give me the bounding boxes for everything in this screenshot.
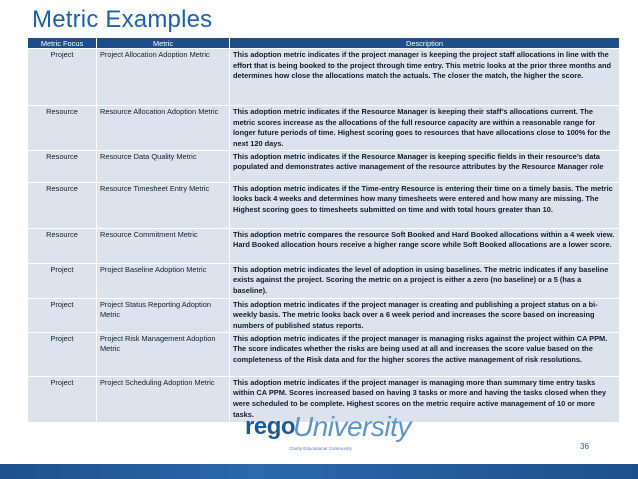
rego-university-logo [245, 411, 411, 455]
cell-description: This adoption metric indicates if the project manager is managing more than summary time entry tasks within CA PPM. Scores increased based on having 3 tasks or more and having the tasks closed when they were scheduled to be complete. Highest scores on the metric require active management of 10 or more tasks. [230, 376, 620, 422]
cell-description: This adoption metric indicates if the project manager is keeping the project staff allocations in line with the effort that is being booked to the project through time entry. This metric looks at the prior three months and determines how close the allocations match the actuals. The closer the match, the higher the score. [230, 49, 620, 106]
cell-description: This adoption metric indicates if the Resource Manager is keeping specific fields in their resource’s data populated and demonstrates active management of the resource attributes by the Resource Manager role [230, 150, 620, 182]
metrics-table-container [27, 37, 619, 423]
cell-metric: Project Status Reporting Adoption Metric [97, 298, 230, 332]
table-row [28, 228, 620, 263]
table-row [28, 182, 620, 228]
cell-metric: Resource Data Quality Metric [97, 150, 230, 182]
cell-metric-focus: Project [28, 376, 97, 422]
header-description: Description [230, 38, 620, 49]
cell-metric-focus: Resource [28, 106, 97, 151]
logo-rego-text: rego [245, 413, 296, 440]
cell-description: This adoption metric compares the resource Soft Booked and Hard Booked allocations within a 4 week view. Hard Booked allocation hours receive a higher range score while Soft Booked allocations are a lower score. [230, 228, 620, 263]
cell-description: This adoption metric indicates if the Time-entry Resource is entering their time on a timely basis. The metric looks back 4 weeks and determines how many timesheets were entered and how many are missing. The Highest scoring goes to timesheets submitted on time and with total hours greater than 10. [230, 182, 620, 228]
cell-metric-focus: Project [28, 49, 97, 106]
header-metric: Metric [97, 38, 230, 49]
table-row [28, 263, 620, 298]
cell-metric-focus: Project [28, 298, 97, 332]
cell-metric: Resource Allocation Adoption Metric [97, 106, 230, 151]
table-row [28, 150, 620, 182]
table-row [28, 106, 620, 151]
cell-metric-focus: Resource [28, 150, 97, 182]
logo-university-text: University [293, 411, 411, 442]
cell-metric-focus: Project [28, 332, 97, 376]
cell-metric: Project Baseline Adoption Metric [97, 263, 230, 298]
table-header-row [28, 38, 620, 49]
cell-description: This adoption metric indicates the level of adoption in using baselines. The metric indicates if any baseline exists against the project. Scoring the metric on a project is either a zero (no baseline) or a 5 (has a baseline). [230, 263, 620, 298]
cell-description: This adoption metric indicates if the project manager is managing risks against the project within CA PPM. The score indicates whether the risks are being used at all and increases the score value based on the completeness of the Risk data and for the higher scores the active management of risk resolutions. [230, 332, 620, 376]
header-metric-focus: Metric Focus [28, 38, 97, 49]
cell-metric-focus: Project [28, 263, 97, 298]
table-row [28, 332, 620, 376]
cell-description: This adoption metric indicates if the Resource Manager is keeping their staff’s allocations current. The metric scores increase as the allocations of the full resource capacity are within a reasonable range for longer future periods of time. Highest scoring goes to resources that have allocations close to 100% for the next 120 days. [230, 106, 620, 151]
table-row [28, 298, 620, 332]
metrics-table [27, 37, 620, 423]
cell-metric-focus: Resource [28, 228, 97, 263]
table-row [28, 49, 620, 106]
cell-description: This adoption metric indicates if the project manager is creating and publishing a project status on a bi-weekly basis. The metric looks back over a 6 week period and increases the score based on increasing numbers of published status reports. [230, 298, 620, 332]
cell-metric: Project Risk Management Adoption Metric [97, 332, 230, 376]
cell-metric: Project Scheduling Adoption Metric [97, 376, 230, 422]
cell-metric: Resource Commitment Metric [97, 228, 230, 263]
bottom-bar [0, 464, 638, 479]
logo-tagline: Clarity Educational Community [289, 446, 352, 451]
page-number: 36 [580, 442, 589, 451]
cell-metric-focus: Resource [28, 182, 97, 228]
slide-title: Metric Examples [32, 6, 213, 33]
cell-metric: Resource Timesheet Entry Metric [97, 182, 230, 228]
cell-metric: Project Allocation Adoption Metric [97, 49, 230, 106]
